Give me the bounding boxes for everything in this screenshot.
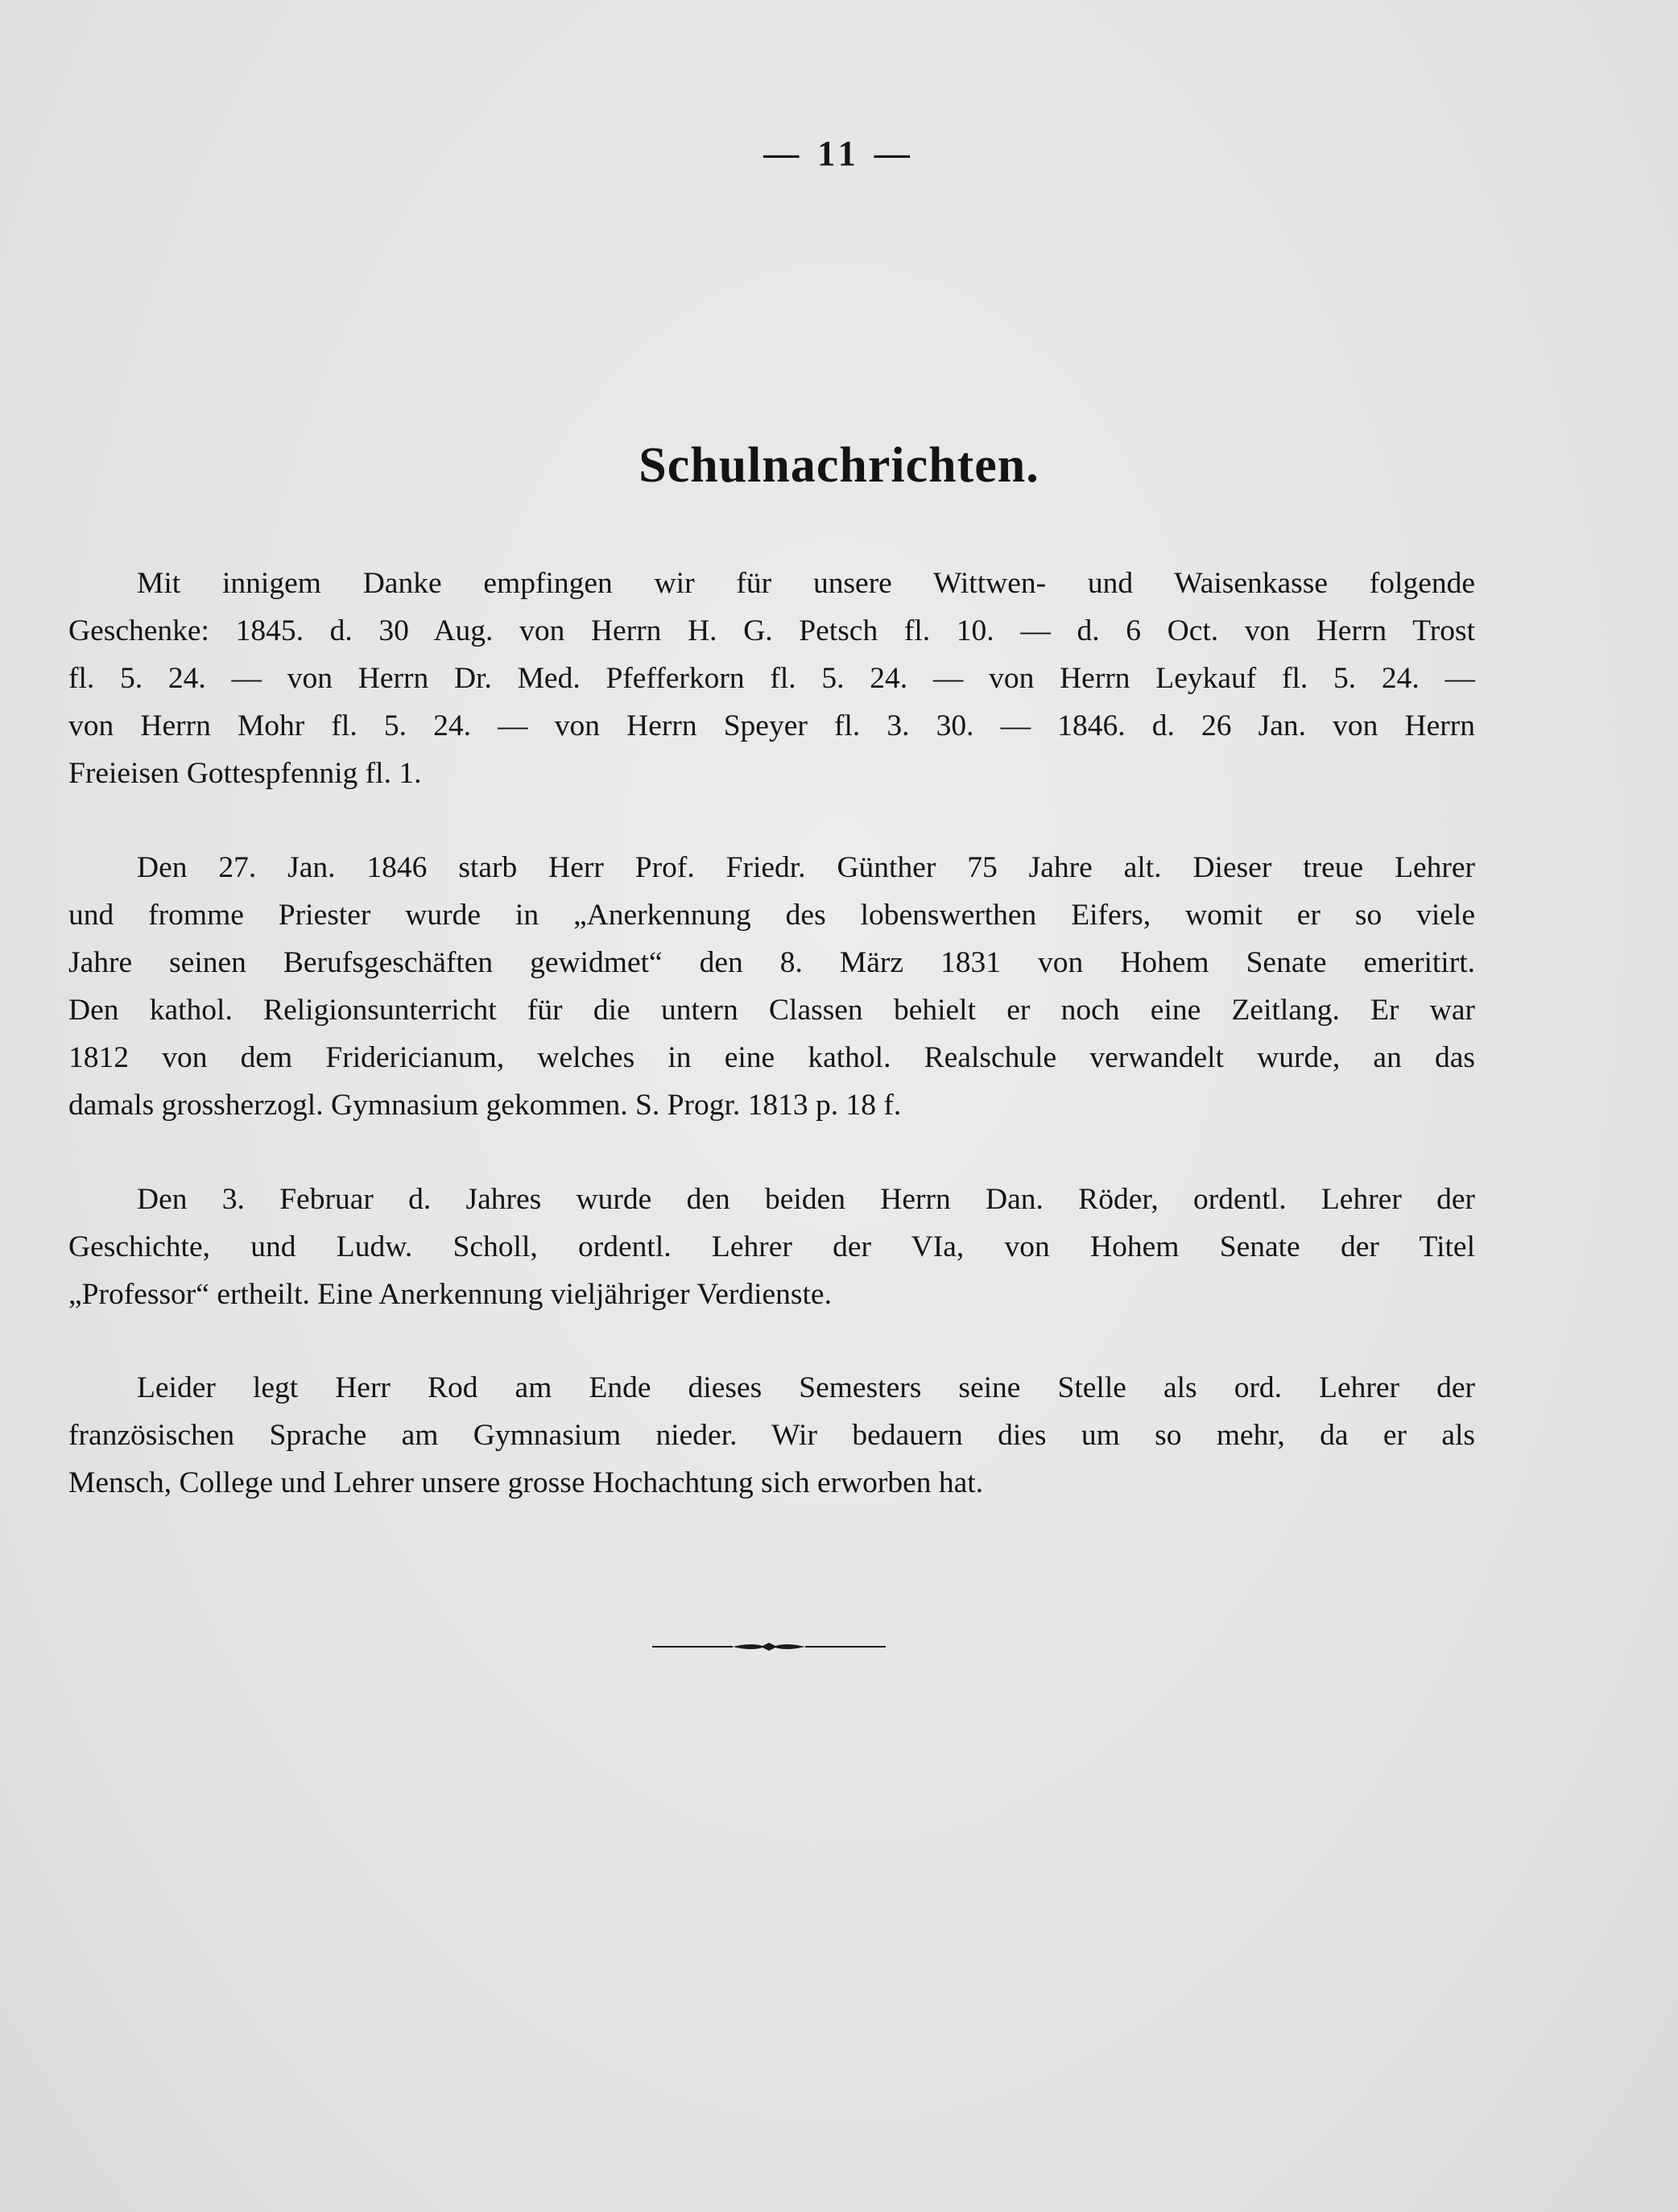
text-line: Leider legt Herr Rod am Ende dieses Semesters seine Stelle als ord. Lehrer der [137, 1371, 1475, 1404]
paragraph-donations [68, 560, 1475, 797]
paragraph-obituary [68, 844, 1475, 1129]
text-line: „Professor“ ertheilt. Eine Anerkennung vieljähriger Verdienste. [68, 1278, 832, 1311]
text-line: 1812 von dem Fridericianum, welches in eine kathol. Realschule verwandelt wurde, an das [68, 1041, 1475, 1074]
text-line: französischen Sprache am Gymnasium nieder. Wir bedauern dies um so mehr, da er als [68, 1419, 1475, 1452]
paragraph-resignation [68, 1364, 1475, 1507]
page-title: Schulnachrichten. [639, 438, 1039, 493]
text-line: und fromme Priester wurde in „Anerkennung des lobenswerthen Eifers, womit er so viele [68, 899, 1475, 932]
text-line: Den 3. Februar d. Jahres wurde den beiden Herrn Dan. Röder, ordentl. Lehrer der [137, 1183, 1475, 1216]
text-line: Geschenke: 1845. d. 30 Aug. von Herrn H. G. Petsch fl. 10. — d. 6 Oct. von Herrn Trost [68, 614, 1475, 647]
divider-ornament-icon [652, 1639, 886, 1655]
page-number: — 11 — [763, 134, 915, 173]
text-line: Freieisen Gottespfennig fl. 1. [68, 757, 422, 790]
text-line: von Herrn Mohr fl. 5. 24. — von Herrn Speyer fl. 3. 30. — 1846. d. 26 Jan. von Herrn [68, 709, 1475, 742]
text-line: Geschichte, und Ludw. Scholl, ordentl. Lehrer der VIa, von Hohem Senate der Titel [68, 1230, 1475, 1263]
text-line: fl. 5. 24. — von Herrn Dr. Med. Pfefferkorn fl. 5. 24. — von Herrn Leykauf fl. 5. 24. — [68, 662, 1475, 695]
text-line: Mit innigem Danke empfingen wir für unsere Wittwen- und Waisenkasse folgende [137, 567, 1475, 600]
paragraph-professor-titles [68, 1176, 1475, 1318]
text-line: Jahre seinen Berufsgeschäften gewidmet“ den 8. März 1831 von Hohem Senate emeritirt. [68, 946, 1475, 979]
text-line: damals grossherzogl. Gymnasium gekommen. S. Progr. 1813 p. 18 f. [68, 1089, 902, 1122]
text-line: Mensch, College und Lehrer unsere grosse Hochachtung sich erworben hat. [68, 1466, 984, 1499]
text-line: Den 27. Jan. 1846 starb Herr Prof. Friedr. Günther 75 Jahre alt. Dieser treue Lehrer [137, 851, 1475, 884]
text-line: Den kathol. Religionsunterricht für die untern Classen behielt er noch eine Zeitlang. Er war [68, 994, 1475, 1027]
